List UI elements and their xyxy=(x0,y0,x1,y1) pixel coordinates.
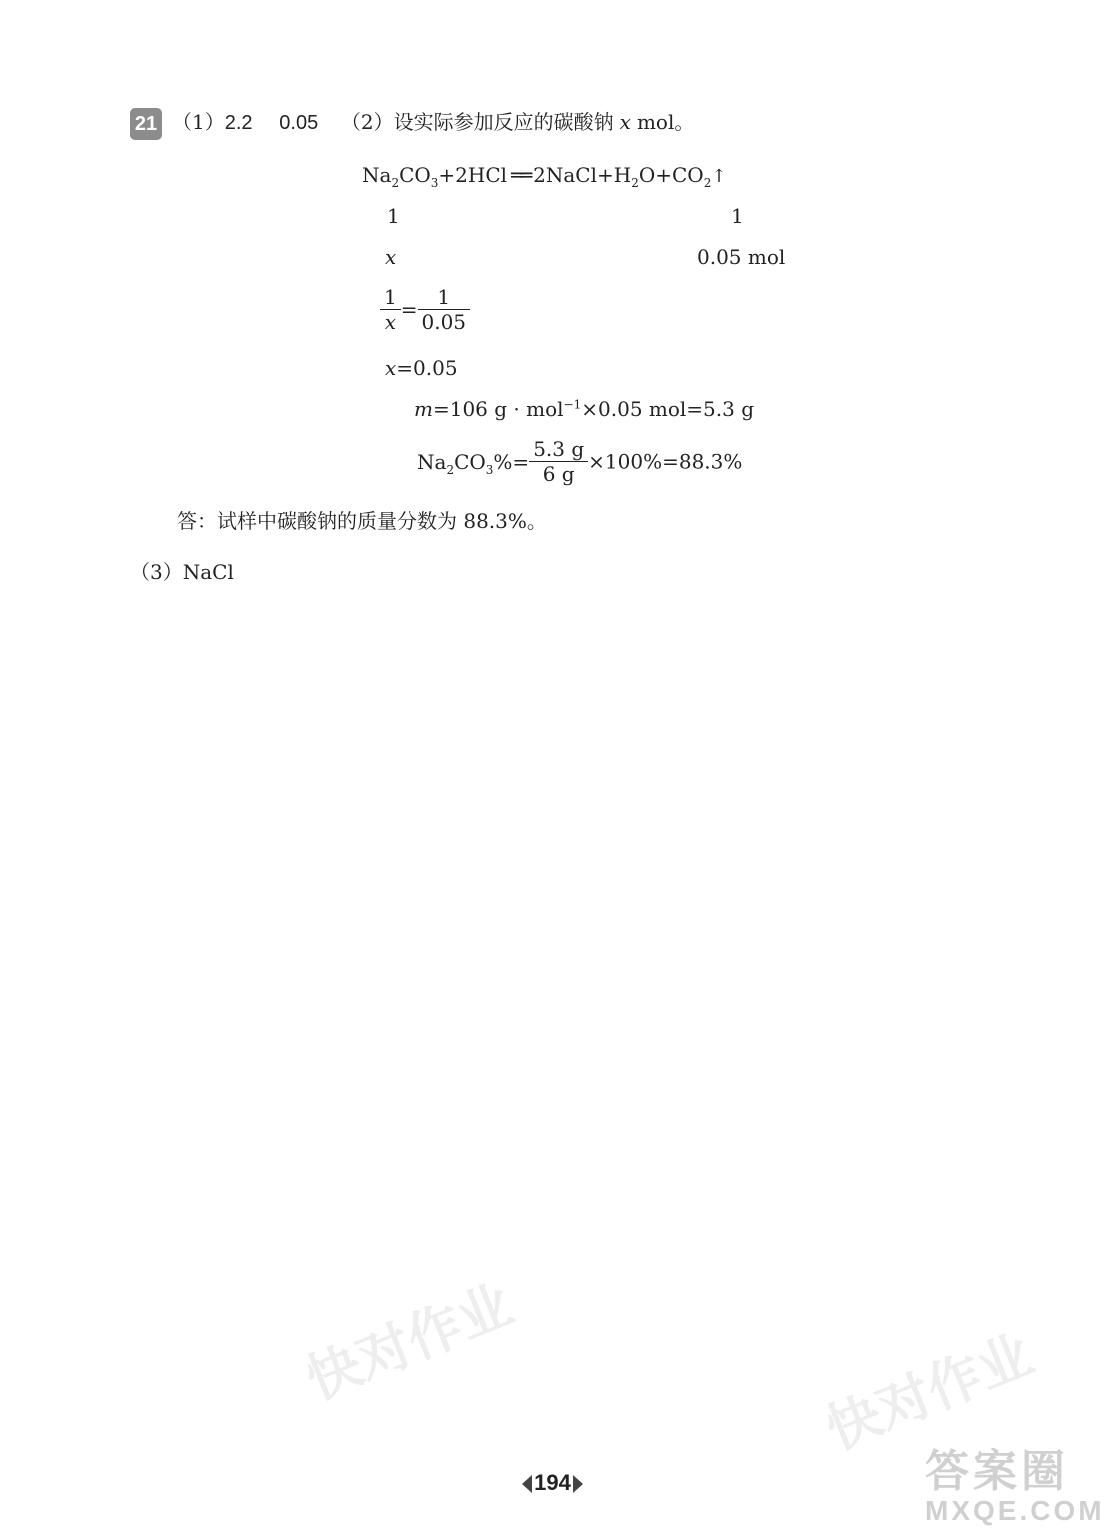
eq-nacl: 2NaCl+H xyxy=(533,163,632,187)
part2-variable: x xyxy=(619,110,631,134)
x-var: x xyxy=(385,356,397,380)
logo-title: 答案圈 xyxy=(925,1447,1069,1496)
site-logo xyxy=(925,1447,1105,1530)
pct-sub: 2 xyxy=(446,462,455,477)
part1-label: （1） xyxy=(172,110,225,134)
equals-double-line: ══ xyxy=(511,163,530,187)
fraction-denominator: 6 g xyxy=(542,462,575,486)
mass-var: m xyxy=(414,397,433,421)
eq-sub: 3 xyxy=(430,176,439,190)
eq-sub: 2 xyxy=(391,176,400,190)
eq-co: CO xyxy=(399,163,431,187)
watermark: 快对作业 xyxy=(298,1274,522,1411)
pct-eq: %= xyxy=(493,449,530,474)
gas-arrow-icon: ↑ xyxy=(711,166,727,187)
part2-text: 设实际参加反应的碳酸钠 xyxy=(393,110,614,134)
mass-part-a: =106 g · mol xyxy=(432,397,564,421)
pct-co: CO xyxy=(454,449,486,474)
question-line xyxy=(172,108,694,137)
coef-left: 1 xyxy=(387,204,400,228)
eq-sub: 2 xyxy=(703,176,712,190)
eq-hcl: +2HCl xyxy=(438,163,508,187)
logo-url: MXQE.COM xyxy=(925,1495,1105,1526)
eq-sub: 2 xyxy=(631,176,639,190)
fraction-denominator: 0.05 xyxy=(421,310,467,334)
fraction-numerator: 1 xyxy=(418,285,471,310)
part1-answer-b: 0.05 xyxy=(279,112,319,134)
x-result xyxy=(385,354,458,382)
mass-part-b: ×0.05 mol=5.3 g xyxy=(581,397,755,421)
equals-sign: = xyxy=(400,297,418,322)
var-left: x xyxy=(385,245,397,269)
coef-right: 1 xyxy=(731,204,744,228)
fraction-right xyxy=(418,285,471,334)
answer-statement: 答：试样中碳酸钠的质量分数为 88.3%。 xyxy=(177,509,547,533)
part2-unit: mol。 xyxy=(636,110,695,134)
fraction-denominator: x xyxy=(384,310,396,334)
page-number-text: 194 xyxy=(534,1470,571,1495)
fraction-numerator: 5.3 g xyxy=(529,437,588,462)
left-triangle-icon xyxy=(522,1475,532,1493)
pct-rest: ×100%=88.3% xyxy=(588,449,743,474)
question-number-badge: 21 xyxy=(130,108,162,140)
percentage-calculation xyxy=(417,437,742,486)
eq-na: Na xyxy=(362,163,392,187)
pct-na: Na xyxy=(417,449,447,474)
fraction-numerator: 1 xyxy=(380,285,401,310)
part1-answer-a: 2.2 xyxy=(224,112,253,134)
x-value: =0.05 xyxy=(396,356,458,380)
mass-superscript: −1 xyxy=(563,397,582,412)
mass-calculation xyxy=(414,395,754,423)
part3-answer: （3）NaCl xyxy=(130,560,234,584)
proportion xyxy=(380,285,470,334)
fraction-left xyxy=(380,285,401,334)
right-triangle-icon xyxy=(573,1475,583,1493)
chemical-equation xyxy=(362,161,725,191)
var-right: 0.05 mol xyxy=(697,245,786,269)
part2-label: （2） xyxy=(340,110,394,134)
eq-o-co: O+CO xyxy=(638,163,704,187)
pct-sub: 3 xyxy=(485,462,494,477)
fraction-mass xyxy=(529,437,588,486)
watermark: 快对作业 xyxy=(818,1324,1042,1461)
